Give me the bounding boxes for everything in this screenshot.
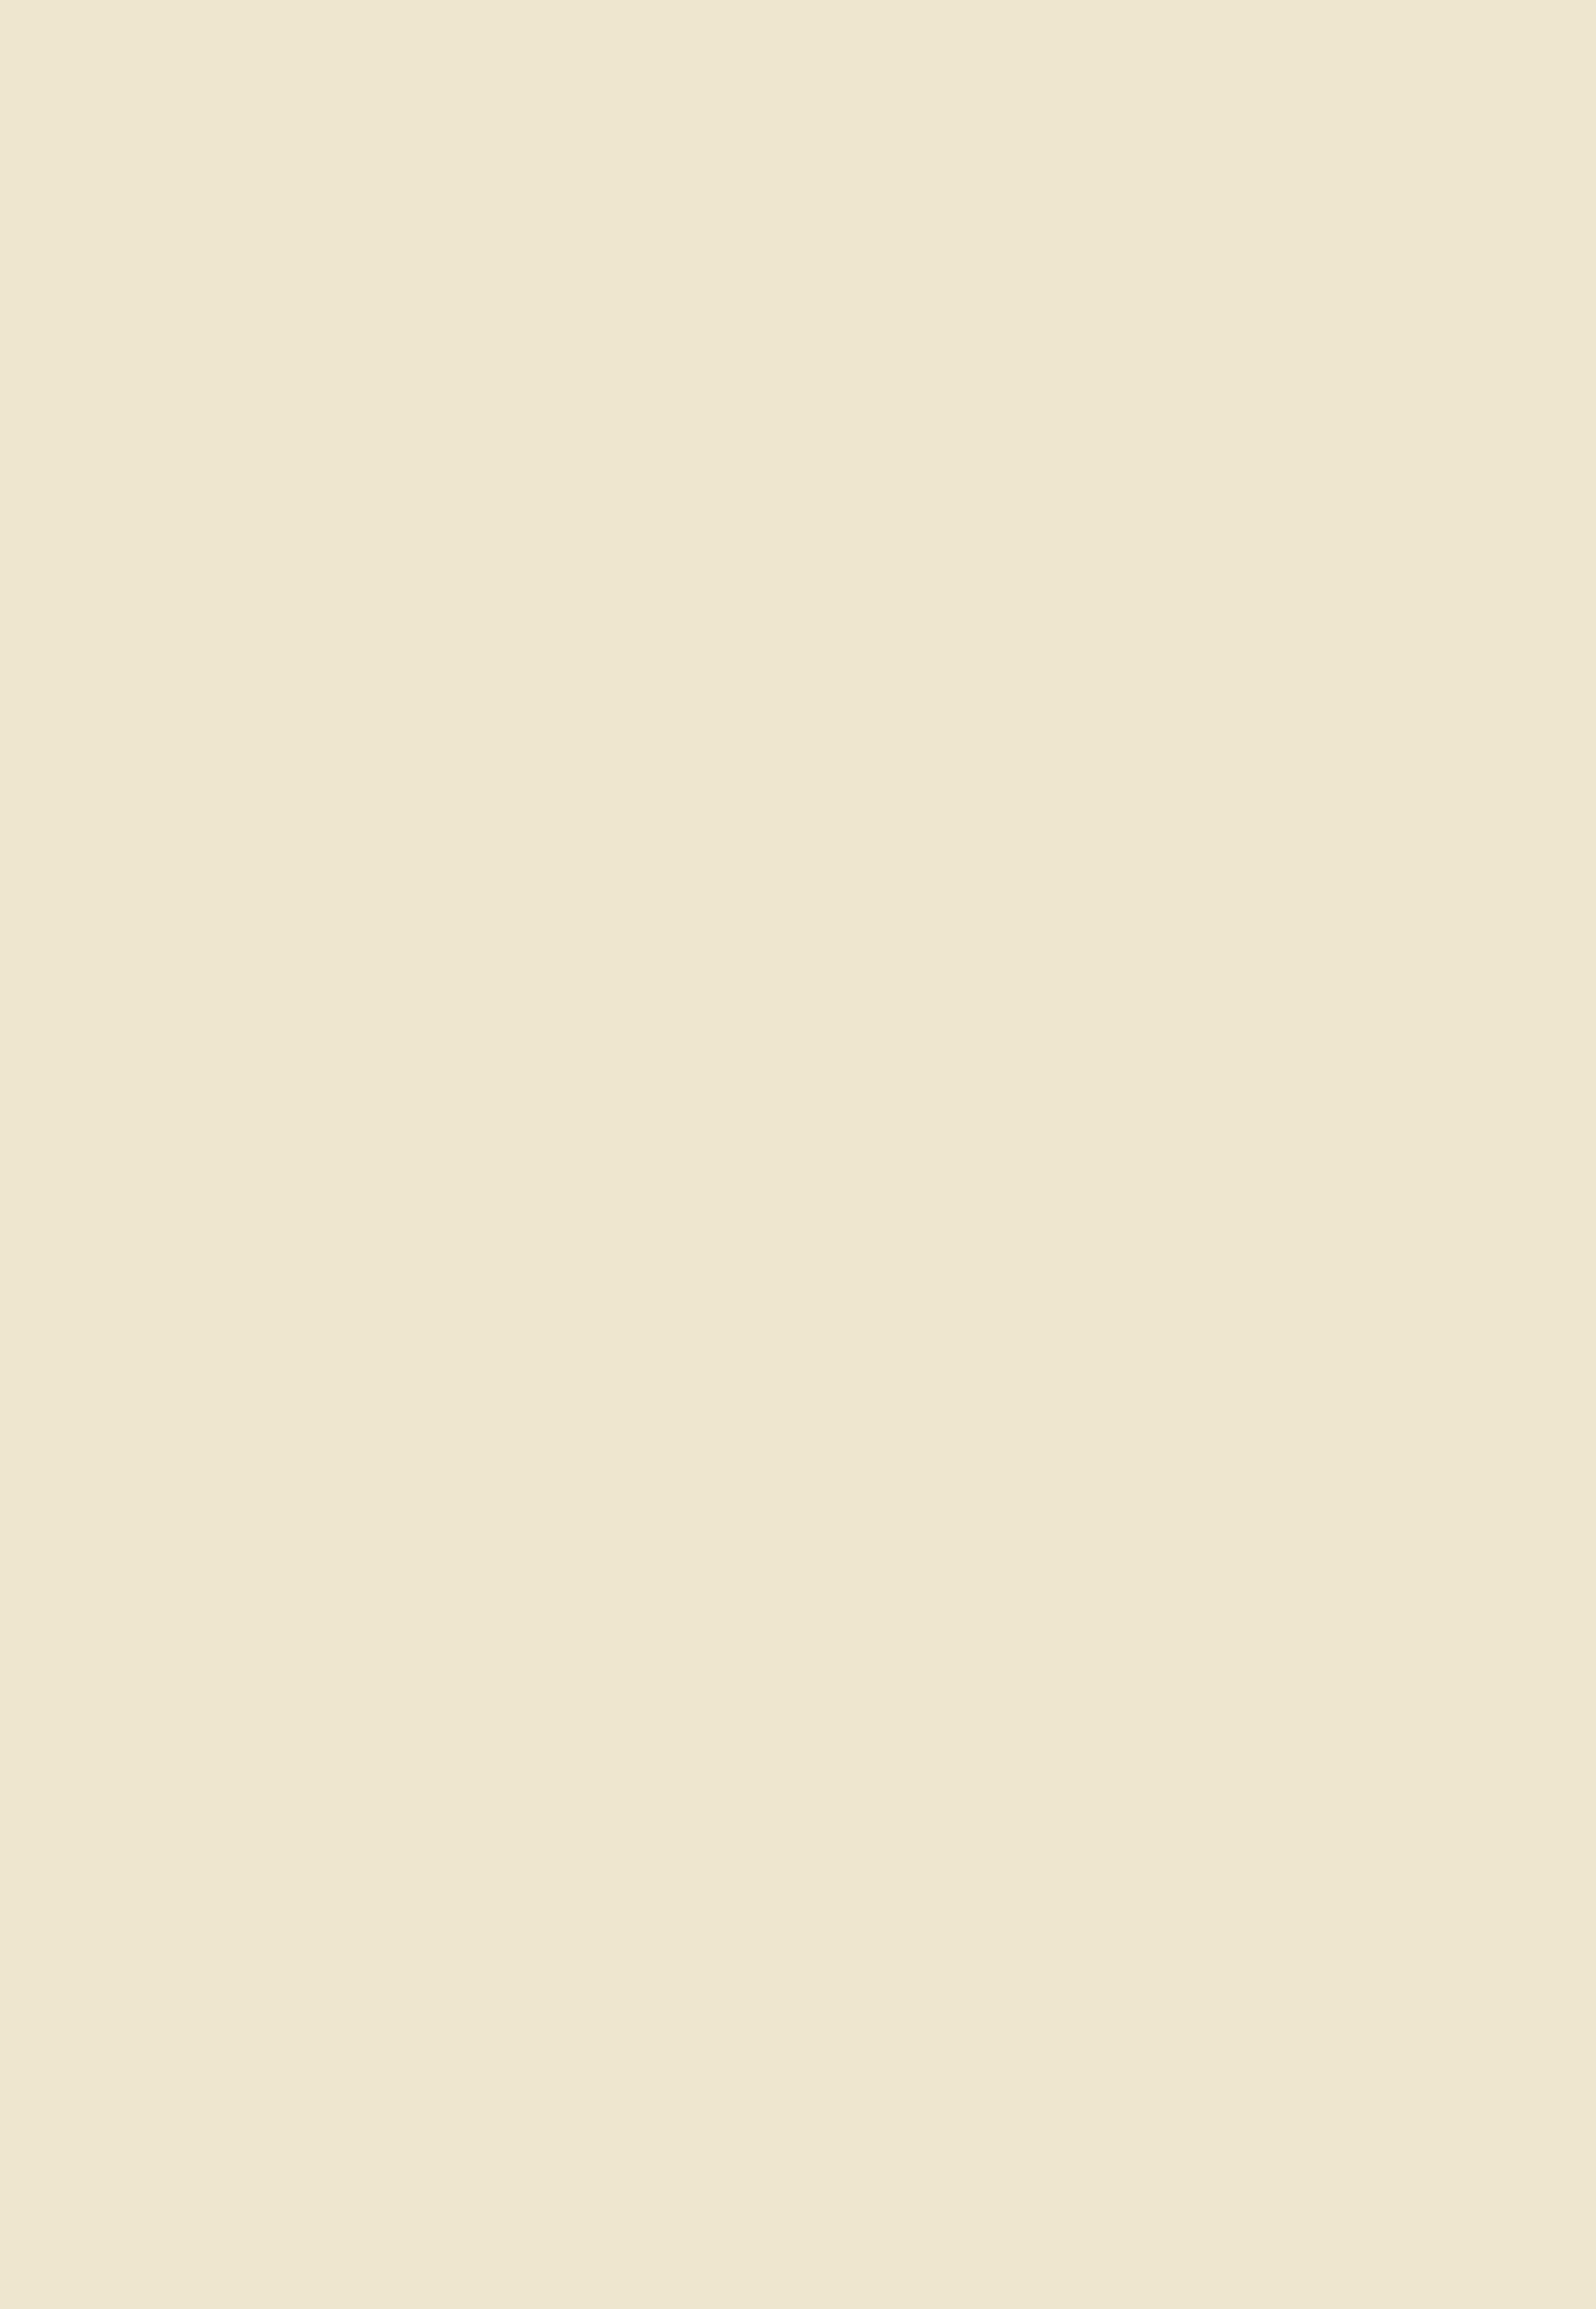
song-heading	[0, 906, 1596, 961]
verses-block	[33, 513, 1480, 517]
song-score	[51, 969, 1499, 2223]
right-verses	[983, 86, 1482, 89]
top-score	[51, 86, 963, 496]
